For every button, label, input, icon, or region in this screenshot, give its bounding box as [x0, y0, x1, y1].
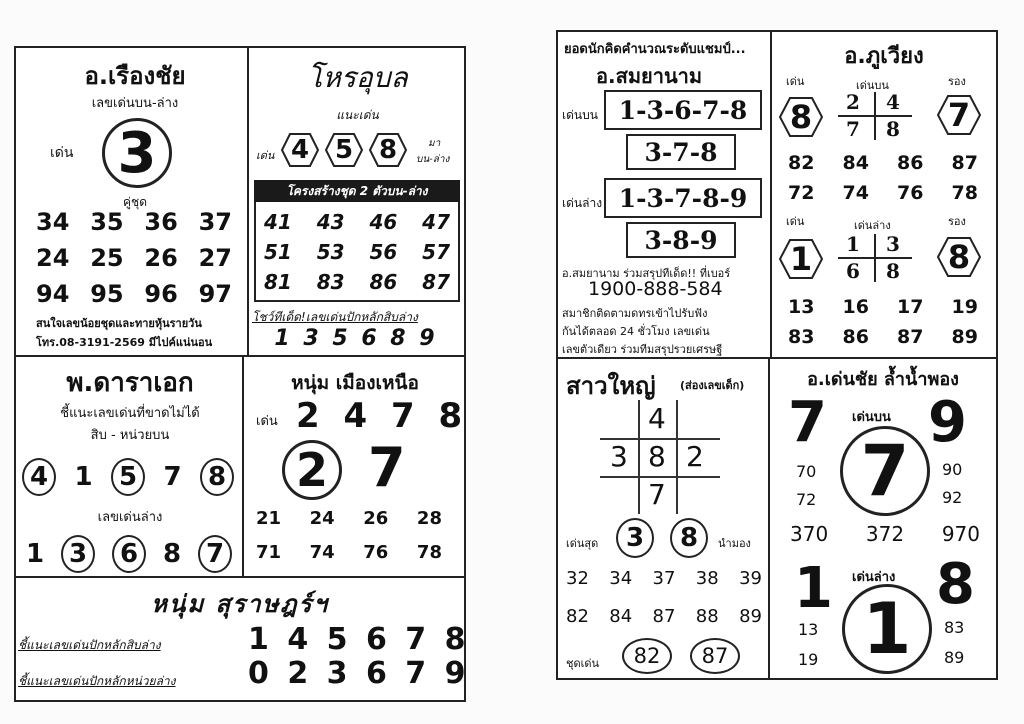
rueangchai-lead-digit: 3 — [102, 118, 172, 188]
denchai-top-center: 7 — [840, 426, 930, 516]
phuwiang-title: อ.ภูเวียง — [844, 44, 924, 69]
rueangchai-footer-2: โทร.08-3191-2569 มีไปค์แน่นอน — [36, 336, 213, 349]
horoubon-subtitle: แนะเด่น — [336, 108, 379, 122]
denchai-bot-right-num-2: 89 — [944, 648, 965, 667]
saoyai-set-1: 82 — [622, 638, 672, 674]
surat-row-1-label: ชี้แนะเลขเด่นปักหลักสิบล่าง — [18, 638, 161, 652]
dara-lower-label: เลขเด่นล่าง — [97, 510, 163, 525]
horoubon-digit-1: 4 — [280, 132, 320, 168]
left-divider-horizontal-1 — [14, 355, 466, 357]
nummueang-title: หนุ่ม เมืองเหนือ — [291, 372, 419, 394]
denchai-bot-right: 8 — [936, 552, 975, 617]
phuwiang-bottom-mid-label: เด่นล่าง — [854, 219, 891, 232]
somyanam-top-sub: 3-7-8 — [626, 134, 736, 170]
denchai-bot-left: 1 — [794, 556, 833, 621]
horoubon-digit-3: 8 — [368, 132, 408, 168]
denchai-mid-row: 370 372 970 — [790, 522, 980, 546]
horoubon-footer: โชว์ทีเด็ด!เลขเด่นปักหลักสิบล่าง — [252, 310, 418, 324]
somyanam-bottom-sub: 3-8-9 — [626, 222, 736, 258]
denchai-top-right: 9 — [928, 390, 967, 455]
rueangchai-row-1: 34 35 36 37 — [36, 208, 232, 236]
horoubon-lead-label: เด่น — [256, 149, 275, 162]
phuwiang-bottom-row-1: 13 16 17 19 — [788, 296, 978, 318]
rueangchai-footer-1: สนใจเลขน้อยชุดและทายหุ้นรายวัน — [36, 317, 202, 330]
phuwiang-bottom-side: 8 — [936, 236, 982, 278]
nummueang-big-digit-2: 7 — [368, 436, 406, 499]
dara-top-digits: 4 1 5 7 8 — [22, 457, 234, 497]
saoyai-title: สาวใหญ่ — [566, 372, 656, 400]
dara-subtitle-2: สิบ - หน่วยบน — [90, 428, 170, 443]
saoyai-lead-label: เด่นสุด — [566, 537, 599, 550]
phuwiang-bottom-lead-label: เด่น — [786, 215, 805, 228]
saoyai-row-1: 32 34 37 38 39 — [566, 568, 762, 589]
denchai-bot-center: 1 — [842, 584, 932, 674]
denchai-bot-right-num-1: 83 — [944, 618, 965, 637]
horoubon-row-2: 51 53 56 57 — [264, 240, 450, 264]
surat-title: หนุ่ม สุราษฎร์ฯ — [151, 590, 329, 618]
saoyai-lead-1: 3 — [616, 518, 654, 558]
rueangchai-row-2: 24 25 26 27 — [36, 244, 232, 272]
left-divider-vertical-mid — [242, 355, 244, 577]
phuwiang-top-lead-label: เด่น — [786, 75, 805, 88]
denchai-top-left-num-2: 72 — [796, 490, 817, 509]
horoubon-digit-2: 5 — [324, 132, 364, 168]
horoubon-side-label-1: มา — [428, 138, 441, 149]
phuwiang-top-side-label: รอง — [948, 75, 966, 88]
somyanam-top-main: 1-3-6-7-8 — [604, 90, 762, 130]
phuwiang-bottom-grid: 1 3 6 8 — [838, 234, 912, 282]
saoyai-row-2: 82 84 87 88 89 — [566, 606, 762, 627]
somyanam-promo-2: สมาชิกติดตามดทรเข้าไปรับฟัง — [562, 307, 708, 320]
somyanam-promo-4: เลขตัวเดียว ร่วมทีมสรุปรวยเศรษฐี — [562, 343, 723, 356]
rueangchai-row-3: 94 95 96 97 — [36, 280, 232, 308]
somyanam-bottom-label: เด่นล่าง — [562, 196, 603, 210]
phuwiang-bottom-row-2: 83 86 87 89 — [788, 326, 978, 348]
somyanam-top-label: เด่นบน — [562, 108, 598, 122]
nummueang-row-1: 21 24 26 28 — [256, 508, 442, 529]
rueangchai-pairs-label: คู่ชุด — [123, 195, 147, 209]
denchai-top-label: เด่นบน — [852, 410, 891, 425]
denchai-top-left: 7 — [788, 390, 827, 455]
denchai-bot-left-num-1: 13 — [798, 620, 819, 639]
saoyai-grid: 4 3 8 2 7 — [600, 400, 720, 514]
denchai-title: อ.เด่นชัย ล้ำน้ำพอง — [807, 369, 959, 390]
denchai-bot-label: เด่นล่าง — [852, 570, 896, 585]
somyanam-header: ยอดนักคิดคำนวณระดับแชมป์... — [564, 42, 746, 57]
somyanam-phone: 1900-888-584 — [588, 278, 723, 300]
horoubon-row-3: 81 83 86 87 — [264, 270, 450, 294]
phuwiang-bottom-lead: 1 — [778, 238, 824, 280]
phuwiang-top-mid-label: เด่นบน — [856, 79, 889, 92]
phuwiang-top-grid: 2 4 7 8 — [838, 92, 912, 140]
dara-subtitle-1: ชี้แนะเลขเด่นที่ขาดไม่ได้ — [60, 406, 200, 421]
denchai-top-right-num-2: 92 — [942, 488, 963, 507]
nummueang-lead-label: เด่น — [256, 414, 278, 429]
denchai-top-left-num-1: 70 — [796, 462, 817, 481]
surat-row-1-digits: 1 4 5 6 7 8 — [248, 622, 470, 657]
nummueang-lead-digits: 2 4 7 8 — [296, 396, 469, 436]
phuwiang-top-lead: 8 — [778, 96, 824, 138]
dara-bottom-digits: 1 3 6 8 7 — [26, 534, 232, 574]
somyanam-promo-1: อ.สมยานาม ร่วมสรุปทีเด็ด!! ที่เบอร์ — [562, 267, 731, 280]
saoyai-set-2: 87 — [690, 638, 740, 674]
horoubon-title: โหรอุบล — [307, 61, 408, 94]
horoubon-footer-digits: 1 3 5 6 8 9 — [274, 326, 438, 351]
rueangchai-title: อ.เรืองชัย — [84, 62, 186, 90]
saoyai-subtitle: (ส่องเลขเด็ก) — [680, 379, 745, 392]
right-divider-vertical-bottom — [768, 357, 770, 680]
rueangchai-subtitle: เลขเด่นบน-ล่าง — [91, 96, 179, 111]
phuwiang-top-row-2: 72 74 76 78 — [788, 182, 978, 204]
nummueang-big-digit-1: 2 — [282, 440, 342, 500]
somyanam-promo-3: กันได้ตลอด 24 ชั่วโมง เลขเด่น — [562, 325, 710, 338]
left-divider-vertical-top — [247, 46, 249, 356]
phuwiang-bottom-side-label: รอง — [948, 215, 966, 228]
somyanam-bottom-main: 1-3-7-8-9 — [604, 178, 762, 218]
denchai-bot-left-num-2: 19 — [798, 650, 819, 669]
phuwiang-top-row-1: 82 84 86 87 — [788, 152, 978, 174]
surat-row-2-label: ชี้แนะเลขเด่นปักหลักหน่วยล่าง — [18, 674, 176, 688]
saoyai-lead-suffix: นำมอง — [718, 537, 751, 550]
phuwiang-top-side: 7 — [936, 94, 982, 136]
saoyai-set-label: ชุดเด่น — [566, 657, 600, 670]
surat-row-2-digits: 0 2 3 6 7 9 — [248, 656, 470, 691]
saoyai-lead-2: 8 — [670, 518, 708, 558]
nummueang-row-2: 71 74 76 78 — [256, 542, 442, 563]
horoubon-banner: โครงสร้างชุด 2 ตัวบน-ล่าง — [254, 180, 460, 202]
somyanam-title: อ.สมยานาม — [596, 64, 703, 88]
dara-title: พ.ดาราเอก — [66, 368, 194, 398]
horoubon-row-1: 41 43 46 47 — [264, 210, 450, 234]
right-divider-vertical-top — [770, 30, 772, 358]
rueangchai-lead-label: เด่น — [50, 145, 74, 161]
denchai-top-right-num-1: 90 — [942, 460, 963, 479]
left-divider-horizontal-2 — [14, 576, 466, 578]
horoubon-side-label-2: บน-ล่าง — [416, 154, 450, 165]
